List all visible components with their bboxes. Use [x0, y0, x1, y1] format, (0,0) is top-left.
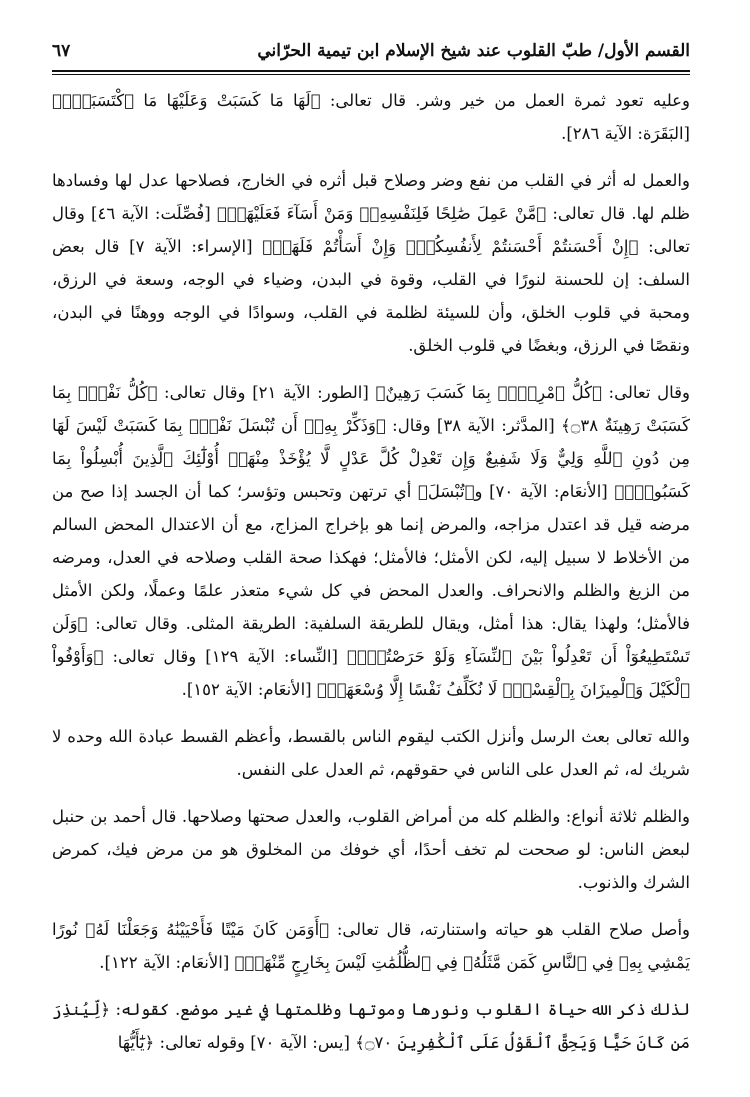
- paragraph: لذلك ذكر الله حياة القلوب ونورها وموتها وظلمتها في غير موضع. كقوله: ﴿لِّيُنذِرَ مَن كَانَ حَيًّا وَيَحِقَّ ٱلْقَوْلُ عَلَى ٱلْكَٰفِرِينَ ۝٧٠﴾ [يس: الآية ٧٠] وقوله تعالى: ﴿يَٰٓأَيُّهَا: [52, 1000, 690, 1052]
- paragraph: وأصل صلاح القلب هو حياته واستنارته، قال تعالى: ﴿أَوَمَن كَانَ مَيْتًا فَأَحْيَيْنَٰهُ وَجَعَلْنَا لَهُۥ نُورًا يَمْشِي بِهِۦ فِي ٱلنَّاسِ كَمَن مَّثَلُهُۥ فِي ٱلظُّلُمَٰتِ لَيْسَ بِخَارِجٍ مِّنْهَاۚ﴾ [الأنعَام: الآية ١٢٢].: [52, 920, 690, 972]
- body-text: [52, 84, 690, 1073]
- paragraph: وعليه تعود ثمرة العمل من خير وشر. قال تعالى: ﴿لَهَا مَا كَسَبَتْ وَعَلَيْهَا مَا ٱكْتَسَبَتْۗ﴾ [البَقَرَة: الآية ٢٨٦].: [52, 91, 690, 143]
- running-header: [52, 34, 690, 68]
- paragraph: والظلم ثلاثة أنواع: والظلم كله من أمراض القلوب، والعدل صحتها وصلاحها. قال أحمد بن حنبل لبعض الناس: لو صححت لم تخف أحدًا، أي خوفك من المخلوق هو من مرض فيك، كمرض الشرك والذنوب.: [52, 807, 690, 892]
- paragraph: وقال تعالى: ﴿كُلُّ ٱمْرِيِٕۭ بِمَا كَسَبَ رَهِينٌ﴾ [الطور: الآية ٢١] وقال تعالى: ﴿كُلُّ نَفْسٍۭ بِمَا كَسَبَتْ رَهِينَةٌ ۝٣٨﴾ [المدَّثر: الآية ٣٨] وقال: ﴿وَذَكِّرْ بِهِۦٓ أَن تُبْسَلَ نَفْسٌۢ بِمَا كَسَبَتْ لَيْسَ لَهَا مِن دُونِ ٱللَّهِ وَلِيٌّ وَلَا شَفِيعٌ وَإِن تَعْدِلْ كُلَّ عَدْلٍ لَّا يُؤْخَذْ مِنْهَآۗ أُوْلَٰٓئِكَ ٱلَّذِينَ أُبْسِلُواْ بِمَا كَسَبُواْۖ﴾ [الأنعَام: الآية ٧٠] و﴿تُبْسَلَ﴾ أي ترتهن وتحبس وتؤسر؛ كما أن الجسد إذا صح من مرضه قيل قد اعتدل مزاجه، والمرض إنما هو بإخراج المزاج، مع أن الاعتدال المحض السالم من الأخلاط لا سبيل إليه، لكن الأمثل؛ فالأمثل؛ فهكذا صحة القلب وصلاحه في العدل، ومرضه من الزيغ والظلم والانحراف. والعدل المحض في كل شيء متعذر علمًا وعملًا، ولكن الأمثل فالأمثل؛ ولهذا يقال: هذا أمثل، ويقال للطريقة السلفية: الطريقة المثلى. وقال تعالى: ﴿وَلَن تَسْتَطِيعُوٓاْ أَن تَعْدِلُواْ بَيْنَ ٱلنِّسَآءِ وَلَوْ حَرَصْتُمْۖ﴾ [النِّساء: الآية ١٢٩] وقال تعالى: ﴿وَأَوْفُواْ ٱلْكَيْلَ وَٱلْمِيزَانَ بِٱلْقِسْطِۖ لَا نُكَلِّفُ نَفْسًا إِلَّا وُسْعَهَاۖ﴾ [الأنعَام: الآية ١٥٢].: [52, 383, 691, 699]
- paragraph: والعمل له أثر في القلب من نفع وضر وصلاح قبل أثره في الخارج، فصلاحها عدل لها وفسادها ظلم لها. قال تعالى: ﴿مَّنْ عَمِلَ صَٰلِحًا فَلِنَفْسِهِۦۖ وَمَنْ أَسَآءَ فَعَلَيْهَاۗ﴾ [فُصِّلَت: الآية ٤٦] وقال تعالى: ﴿إِنْ أَحْسَنتُمْ أَحْسَنتُمْ لِأَنفُسِكُمْۖ وَإِنْ أَسَأْتُمْ فَلَهَاۚ﴾ [الإسراء: الآية ٧] قال بعض السلف: إن للحسنة لنورًا في القلب، وقوة في البدن، وضياء في الوجه، وسعة في الرزق، ومحبة في قلوب الخلق، وأن للسيئة لظلمة في القلب، وسوادًا في الوجه ووهنًا في البدن، ونقصًا في الرزق، وبغضًا في قلوب الخلق.: [52, 171, 691, 355]
- page-number: ٦٧: [52, 41, 71, 61]
- paragraph: والله تعالى بعث الرسل وأنزل الكتب ليقوم الناس بالقسط، وأعظم القسط عبادة الله وحده لا شريك له، ثم العدل على الناس في حقوقهم، ثم العدل على النفس.: [52, 727, 690, 779]
- header-rule-thin: [52, 74, 690, 75]
- header-title: القسم الأول/ طبّ القلوب عند شيخ الإسلام ابن تيمية الحرّاني: [257, 41, 690, 61]
- header-rule: [52, 70, 690, 72]
